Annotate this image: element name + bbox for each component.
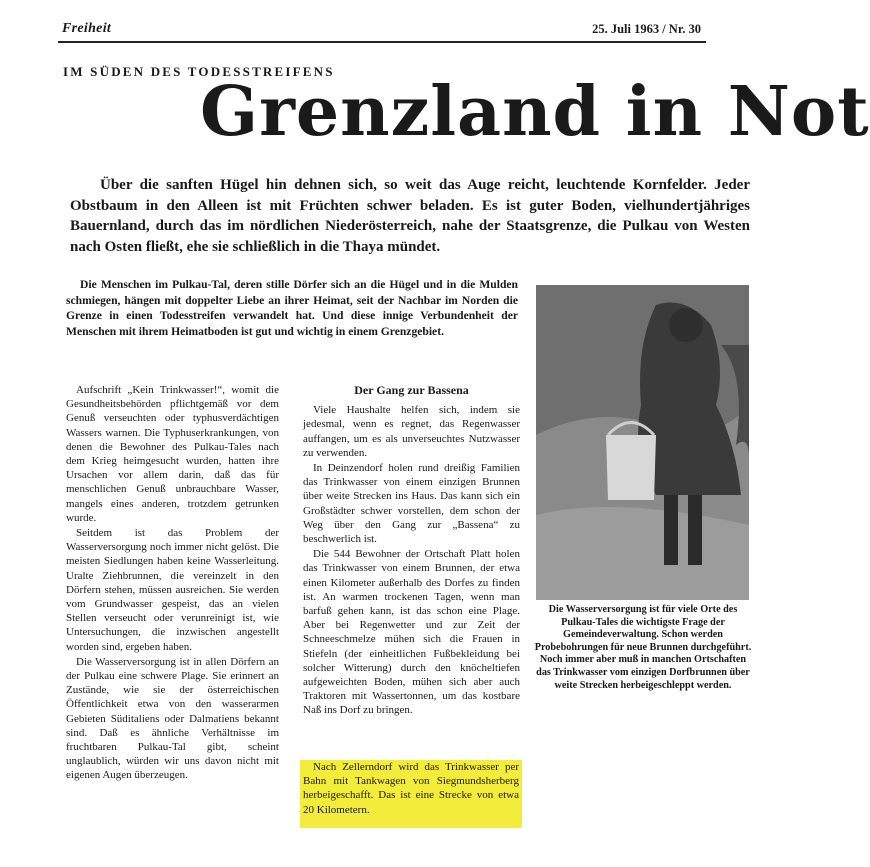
article-headline: Grenzland in Not — [200, 72, 870, 152]
article-overline: IM SÜDEN DES TODESSTREIFENS — [63, 64, 335, 79]
section-heading: Der Gang zur Bassena — [354, 383, 469, 397]
highlighted-paragraph — [300, 760, 522, 828]
body-paragraph: Die Wasserversorgung ist in allen Dörfern an der Pulkau eine schwere Plage. Sie erinnert an Zustände, wie sie der österreichischen Öffentlichkeit etwa von den wasserarmen Gebieten Süditaliens oder Dalmatiens bekannt sind. Daß es ähnliche Verhältnisse im fruchtbaren Pulkau-Tal gibt, scheint unglaublich, würden wir uns davon nicht mit eigenen Augen überzeugen. — [66, 655, 279, 782]
photo-caption: Die Wasserversorgung ist für viele Orte des Pulkau-Tales die wichtigste Frage der Gemeindeverwaltung. Schon werden Probebohrungen für neue Brunnen durchgeführt. Noch immer aber muß in manchen Ortschaften das Trinkwasser vom einzigen Dorfbrunnen über weite Strecken herbeigeschleppt werden. — [534, 604, 752, 691]
body-paragraph: In Deinzendorf holen rund dreißig Familien das Trinkwasser von einem einzigen Brunnen über weite Strecken ins Haus. Das kann sich ein Großstädter schwer vorstellen, dem schon der Weg über den Gang zur „Bassena“ zu beschwerlich ist. — [303, 462, 520, 546]
body-paragraph: Aufschrift „Kein Trinkwasser!“, womit die Gesundheitsbehörden pflichtgemäß vor dem Genuß verseuchten oder typhusverdächtigen Wassers warnen. Die Typhuserkrankungen, von denen die Bewohner des Pulkau-Tales nach dem Krieg heimgesucht wurden, hatten ihre Ursachen vor allem darin, daß das für menschlichen Genuß unbrauchbare Wasser, mangels eines anderen, trotzdem getrunken wurde. — [66, 384, 279, 524]
newspaper-masthead: Freiheit — [62, 21, 112, 36]
highlight-text: Nach Zellerndorf wird das Trinkwasser per Bahn mit Tankwagen von Siegmundsherberg herbeigeschafft. Das ist eine Strecke von etwa 20 Kilometern. — [303, 761, 519, 816]
article-intro — [66, 277, 518, 339]
text-column-middle — [303, 383, 520, 719]
body-paragraph: Viele Haushalte helfen sich, indem sie jedesmal, wenn es regnet, das Regenwasser auffangen, um es als unverseuchtes Nutzwasser zu verwenden. — [303, 404, 520, 459]
body-paragraph: Die 544 Bewohner der Ortschaft Platt holen das Trinkwasser von einem Brunnen, der etwa einen Kilometer außerhalb des Dorfes zu finden ist. An warmen trockenen Tagen, wenn man barfuß gehen kann, ist das schon eine Plage. Aber bei Regenwetter und zur Zeit der Schneeschmelze mühen sich die Frauen in Stiefeln (der einheitlichen Fußbekleidung bei solcher Witterung) durch den knöcheltiefen aufgeweichten Boden, mühen sich aber auch Traktoren mit Wassertonnen, um das kostbare Naß ins Dorf zu bringen. — [303, 548, 520, 717]
article-lead — [70, 175, 750, 257]
issue-dateline: 25. Juli 1963 / Nr. 30 — [592, 22, 701, 36]
article-photo — [536, 285, 749, 600]
text-column-left — [66, 383, 279, 784]
body-paragraph: Seitdem ist das Problem der Wasserversorgung noch immer nicht gelöst. Die meisten Siedlungen haben keine Wasserleitung. Uralte Ziehbrunnen, die vereinzelt in den Dörfern stehen, müssen ausreichen. Sie werden vom Grundwasser gespeist, das an vielen Stellen verseucht oder verunreinigt ist, wie Untersuchungen, die inzwischen angestellt worden sind, ergeben haben. — [66, 527, 279, 653]
photo-woman-carrying-water-icon — [536, 285, 749, 600]
header-rule — [58, 41, 706, 43]
intro-paragraph: Die Menschen im Pulkau-Tal, deren stille Dörfer sich an die Hügel und in die Mulden schmiegen, hängen mit doppelter Liebe an ihrer Heimat, seit der Nachbar im Norden die Grenze in einen Todesstreifen verwandelt hat. Und diese innige Verbundenheit der Menschen mit ihrem Heimatboden ist gut und wichtig in einem Grenzgebiet. — [66, 278, 518, 338]
lead-paragraph: Über die sanften Hügel hin dehnen sich, so weit das Auge reicht, leuchtende Kornfelder. Jeder Obstbaum in den Alleen ist mit Früchten schwer beladen. Es ist guter Boden, vielhundertjähriges Bauernland, durch das im nördlichen Niederösterreich, nahe der Staatsgrenze, die Pulkau von Westen nach Osten fließt, ehe sie schließlich in die Thaya mündet. — [70, 177, 750, 255]
